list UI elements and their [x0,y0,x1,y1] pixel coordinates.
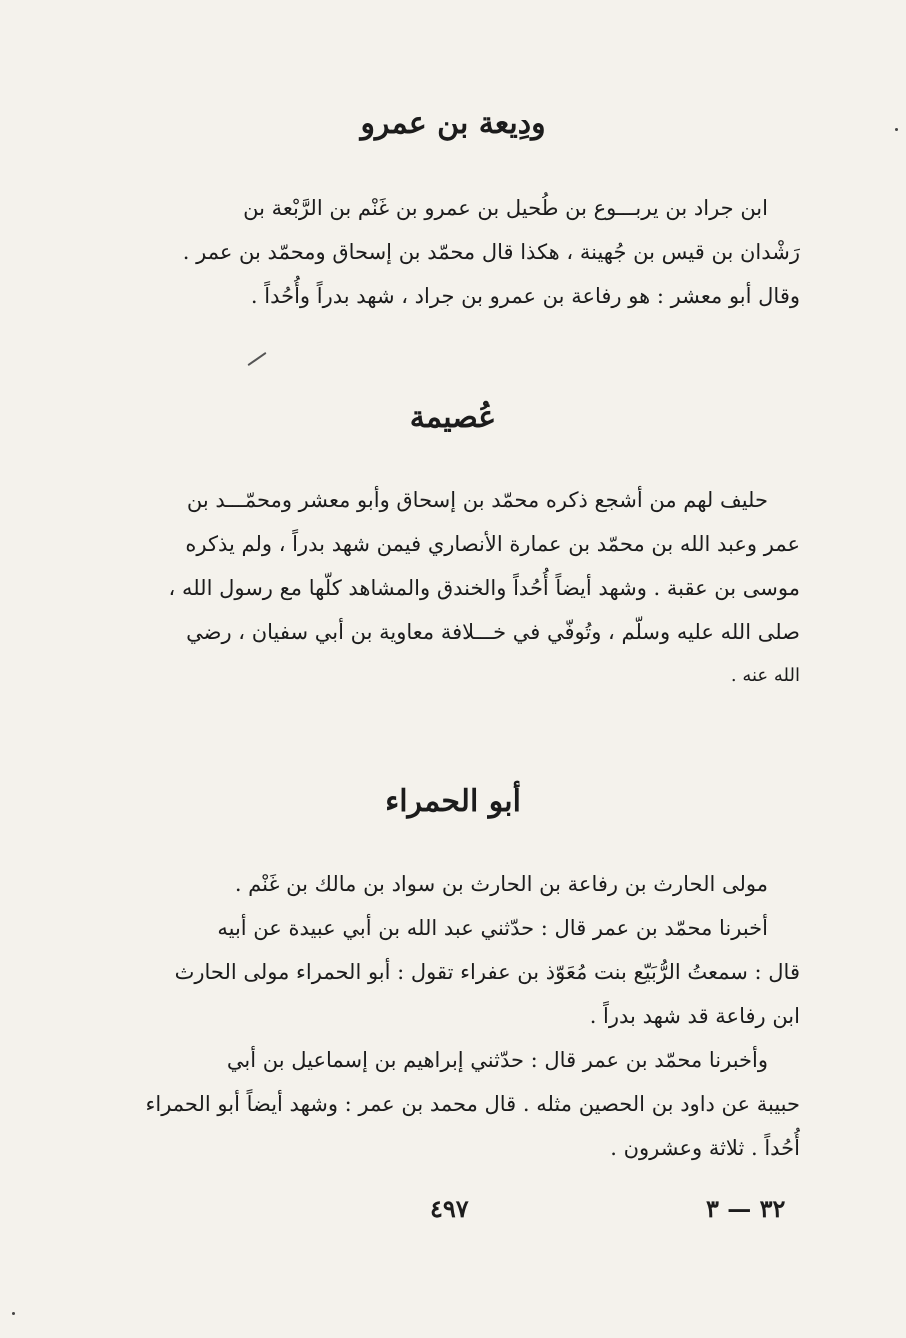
text-line: عمر وعبد الله بن محمّد بن عمارة الأنصاري فيمن شهد بدراً ، ولم يذكره [185,532,800,556]
signature-mark: ٣٢ — ٣ [706,1194,786,1223]
text-line: موسى بن عقبة . وشهد أيضاً أُحُداً والخندق والمشاهد كلّها مع رسول الله ، [168,576,800,600]
section-title-3: أبو الحمراء [385,784,521,819]
section-body-3 [100,862,800,1170]
text-line: رَشْدان بن قيس بن جُهينة ، هكذا قال محمّد بن إسحاق ومحمّد بن عمر . [182,240,800,264]
text-line: حبيبة عن داود بن الحصين مثله . قال محمد بن عمر : وشهد أيضاً أبو الحمراء [145,1092,800,1116]
text-line: قال : سمعتُ الرُّبَيّع بنت مُعَوّذ بن عفراء تقول : أبو الحمراء مولى الحارث [174,960,800,984]
scan-speck [895,128,898,131]
section-body-1 [100,186,800,318]
ink-mark [247,352,266,366]
text-line: وقال أبو معشر : هو رفاعة بن عمرو بن جراد ، شهد بدراً وأُحُداً . [250,284,800,308]
text-line: أخبرنا محمّد بن عمر قال : حدّثني عبد الله بن أبي عبيدة عن أبيه [217,916,768,940]
section-title-2: عُصيمة [409,400,497,435]
section-title-1: ودِيعة بن عمرو [360,106,546,141]
scan-speck [12,1312,15,1315]
section-body-2 [100,478,800,698]
text-line: ابن رفاعة قد شهد بدراً . [589,1004,800,1028]
text-line: صلى الله عليه وسلّم ، وتُوفّي في خـــلافة معاوية بن أبي سفيان ، رضي [186,620,800,644]
text-line: وأخبرنا محمّد بن عمر قال : حدّثني إبراهيم بن إسماعيل بن أبي [226,1048,768,1072]
page-number: ٤٩٧ [430,1194,469,1223]
text-line: حليف لهم من أشجع ذكره محمّد بن إسحاق وأبو معشر ومحمّـــد بن [186,488,768,512]
text-line: أُحُداً . ثلاثة وعشرون . [610,1136,800,1160]
text-line: ابن جراد بن يربـــوع بن طُحيل بن عمرو بن غَنْم بن الرَّبْعة بن [243,196,768,220]
text-line: مولى الحارث بن رفاعة بن الحارث بن سواد بن مالك بن غَنْم . [234,872,768,896]
text-line: الله عنه . [730,665,800,686]
